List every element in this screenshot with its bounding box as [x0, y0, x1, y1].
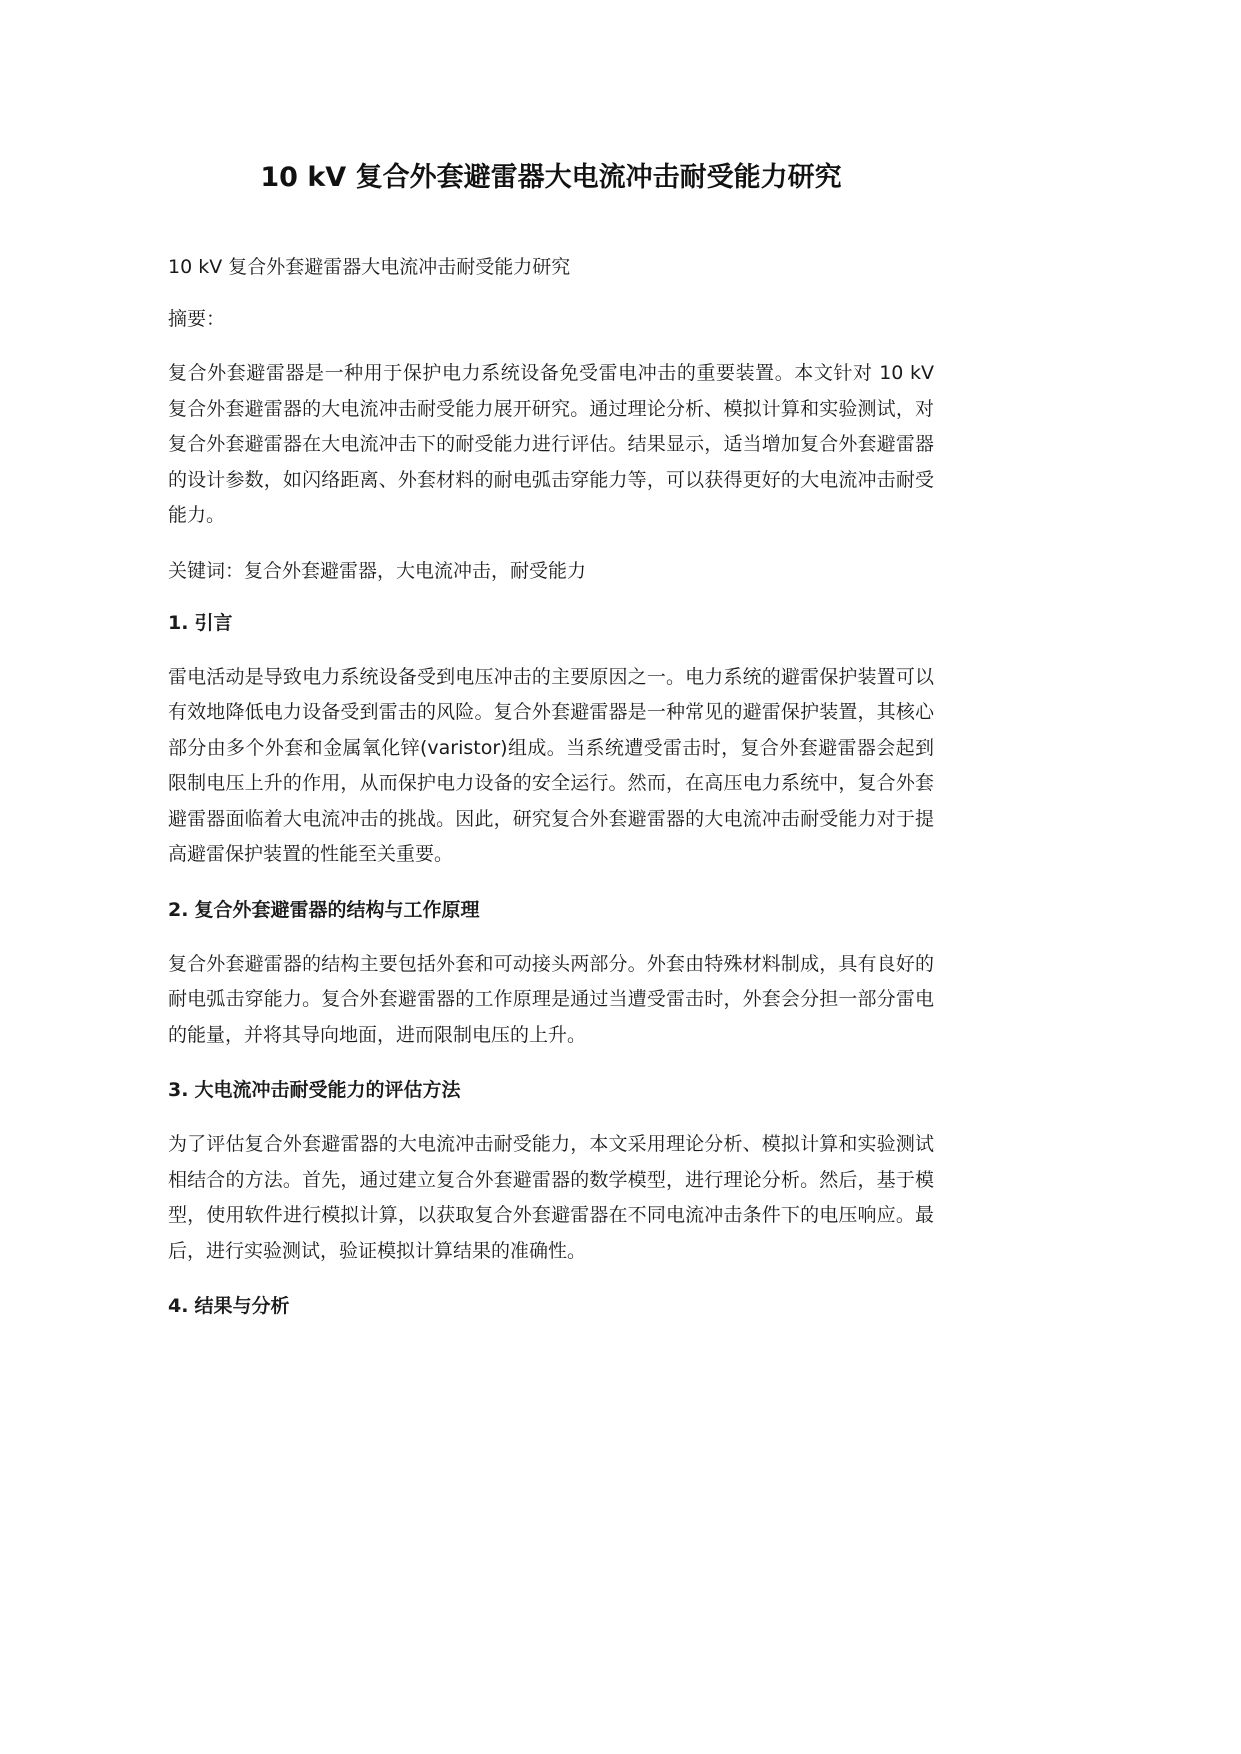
section-paragraph-evaluation: 为了评估复合外套避雷器的大电流冲击耐受能力，本文采用理论分析、模拟计算和实验测试相结合的方法。首先，通过建立复合外套避雷器的数学模型，进行理论分析。然后，基于模型，使用软件进行模拟计算，以获取复合外套避雷器在不同电流冲击条件下的电压响应。最后，进行实验测试，验证模拟计算结果的准确性。	[168, 1133, 934, 1262]
section-heading-results	[168, 1291, 934, 1321]
abstract-label: 摘要：	[168, 308, 226, 330]
section-title: 结果与分析	[194, 1295, 290, 1317]
section-number: 2.	[168, 898, 189, 921]
section-paragraph-structure: 复合外套避雷器的结构主要包括外套和可动接头两部分。外套由特殊材料制成，具有良好的耐电弧击穿能力。复合外套避雷器的工作原理是通过当遭受雷击时，外套会分担一部分雷电的能量，并将其导向地面，进而限制电压的上升。	[168, 952, 934, 1046]
abstract-paragraph: 复合外套避雷器是一种用于保护电力系统设备免受雷电冲击的重要装置。本文针对 10 kV 复合外套避雷器的大电流冲击耐受能力展开研究。通过理论分析、模拟计算和实验测试，对复合外套避雷器在大电流冲击下的耐受能力进行评估。结果显示，适当增加复合外套避雷器的设计参数，如闪络距离、外套材料的耐电弧击穿能力等，可以获得更好的大电流冲击耐受能力。	[168, 362, 934, 526]
section-number: 3.	[168, 1079, 189, 1101]
document-title: 10 kV 复合外套避雷器大电流冲击耐受能力研究	[260, 162, 842, 193]
section-title: 引言	[194, 611, 233, 634]
keywords-line: 关键词：复合外套避雷器，大电流冲击，耐受能力	[168, 559, 587, 582]
section-title: 大电流冲击耐受能力的评估方法	[194, 1079, 461, 1101]
section-paragraph-introduction: 雷电活动是导致电力系统设备受到电压冲击的主要原因之一。电力系统的避雷保护装置可以有效地降低电力设备受到雷击的风险。复合外套避雷器是一种常见的避雷保护装置，其核心部分由多个外套和金属氧化锌(varistor)组成。当系统遭受雷击时，复合外套避雷器会起到限制电压上升的作用，从而保护电力设备的安全运行。然而，在高压电力系统中，复合外套避雷器面临着大电流冲击的挑战。因此，研究复合外套避雷器的大电流冲击耐受能力对于提高避雷保护装置的性能至关重要。	[168, 665, 934, 865]
section-heading-introduction	[168, 608, 934, 638]
document-body	[168, 156, 934, 1321]
section-number: 4.	[168, 1295, 189, 1317]
section-title: 复合外套避雷器的结构与工作原理	[194, 898, 480, 921]
section-heading-evaluation	[168, 1075, 934, 1105]
document-subtitle: 10 kV 复合外套避雷器大电流冲击耐受能力研究	[168, 256, 571, 278]
section-heading-structure	[168, 895, 934, 925]
section-number: 1.	[168, 611, 189, 634]
